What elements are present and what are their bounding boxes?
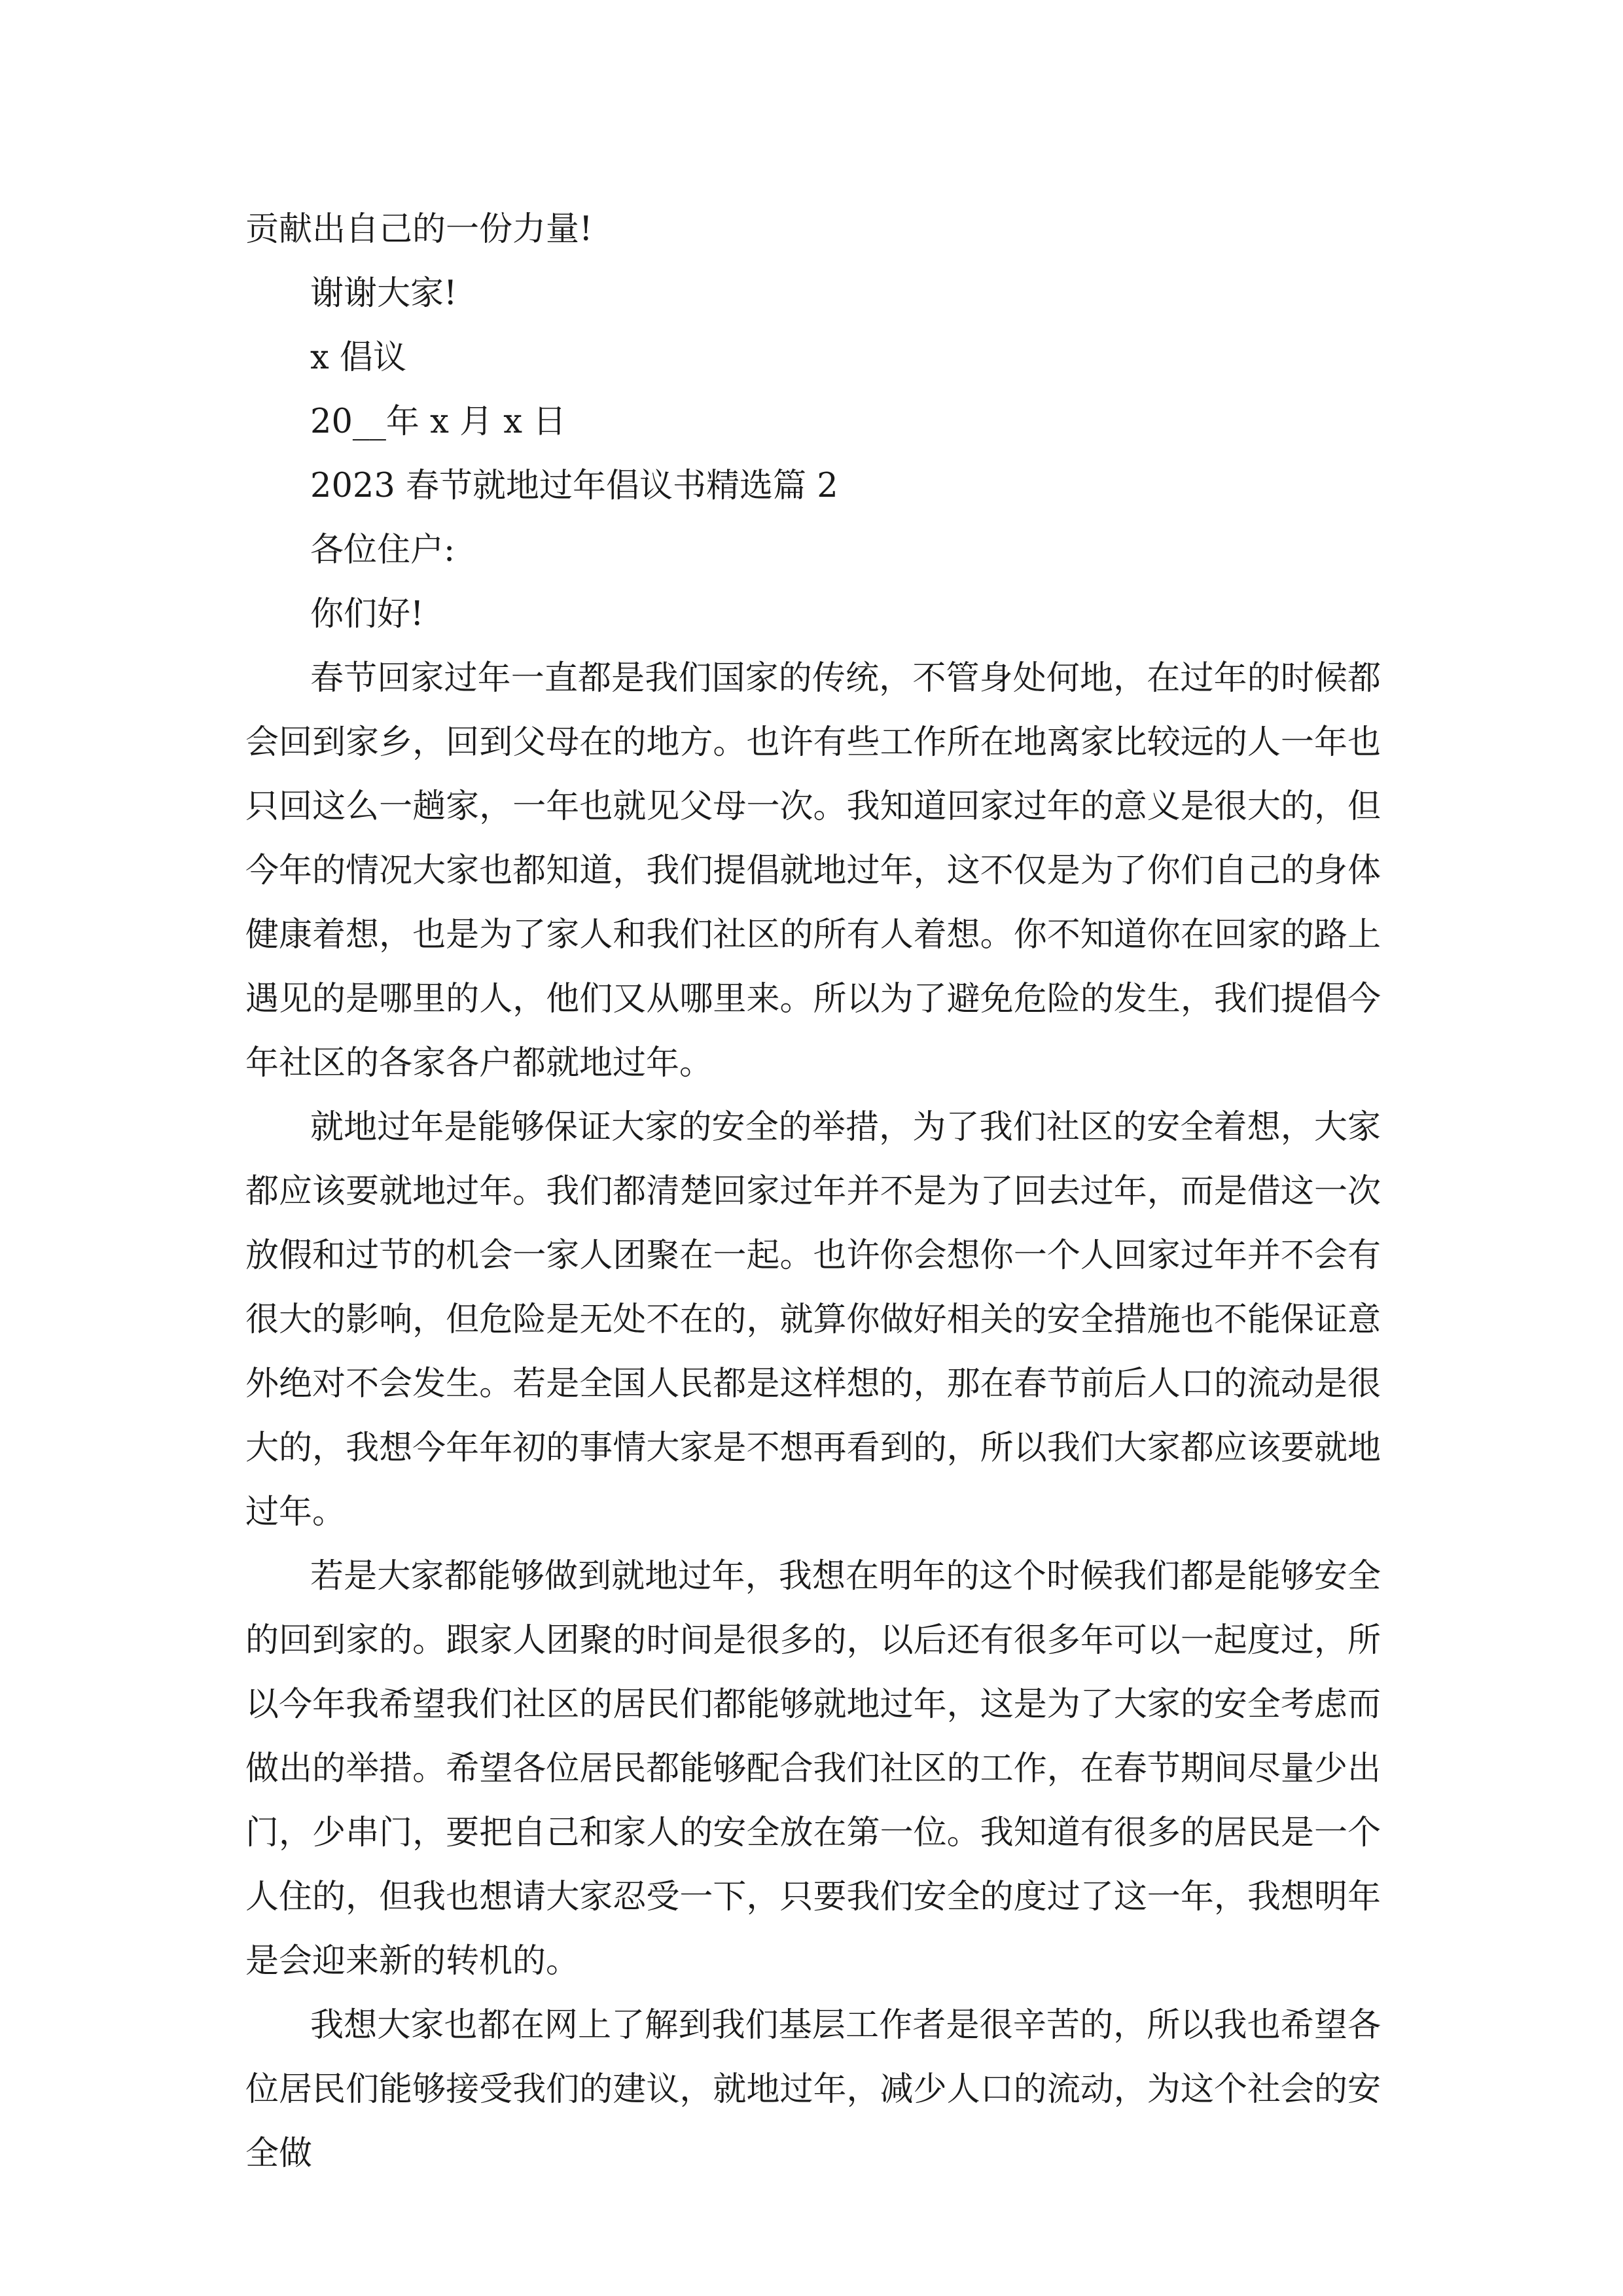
greeting: 你们好! <box>310 595 424 634</box>
body-paragraph: 就地过年是能够保证大家的安全的举措，为了我们社区的安全着想，大家都应该要就地过年。我们都清楚回家过年并不是为了回去过年，而是借这一次放假和过节的机会一家人团聚在一起。也许你会想你一个人回家过年并不会有很大的影响，但危险是无处不在的，就算你做好相关的安全措施也不能保证意外绝对不会发生。若是全国人民都是这样想的，那在春节前后人口的流动是很大的，我想今年年初的事情大家是不想再看到的，所以我们大家都应该要就地过年。 <box>245 1108 1381 1532</box>
body-paragraph: 我想大家也都在网上了解到我们基层工作者是很辛苦的，所以我也希望各位居民们能够接受我们的建议，就地过年，减少人口的流动，为这个社会的安全做 <box>245 2006 1381 2173</box>
thanks-line: 谢谢大家! <box>310 274 457 313</box>
signature: x 倡议 <box>310 338 406 377</box>
document-body <box>245 198 1381 2186</box>
salutation: 各位住户: <box>310 531 455 569</box>
opening-line: 贡献出自己的一份力量! <box>245 210 593 249</box>
body-paragraph: 春节回家过年一直都是我们国家的传统，不管身处何地，在过年的时候都会回到家乡，回到父母在的地方。也许有些工作所在地离家比较远的人一年也只回这么一趟家，一年也就见父母一次。我知道回家过年的意义是很大的，但今年的情况大家也都知道，我们提倡就地过年，这不仅是为了你们自己的身体健康着想，也是为了家人和我们社区的所有人着想。你不知道你在回家的路上遇见的是哪里的人，他们又从哪里来。所以为了避免危险的发生，我们提倡今年社区的各家各户都就地过年。 <box>245 659 1381 1083</box>
section-title: 2023 春节就地过年倡议书精选篇 2 <box>310 467 838 505</box>
body-paragraph: 若是大家都能够做到就地过年，我想在明年的这个时候我们都是能够安全的回到家的。跟家人团聚的时间是很多的，以后还有很多年可以一起度过，所以今年我希望我们社区的居民们都能够就地过年，这是为了大家的安全考虑而做出的举措。希望各位居民都能够配合我们社区的工作，在春节期间尽量少出门，少串门，要把自己和家人的安全放在第一位。我知道有很多的居民是一个人住的，但我也想请大家忍受一下，只要我们安全的度过了这一年，我想明年是会迎来新的转机的。 <box>245 1557 1381 1981</box>
date-line: 20__年 x 月 x 日 <box>310 403 567 441</box>
